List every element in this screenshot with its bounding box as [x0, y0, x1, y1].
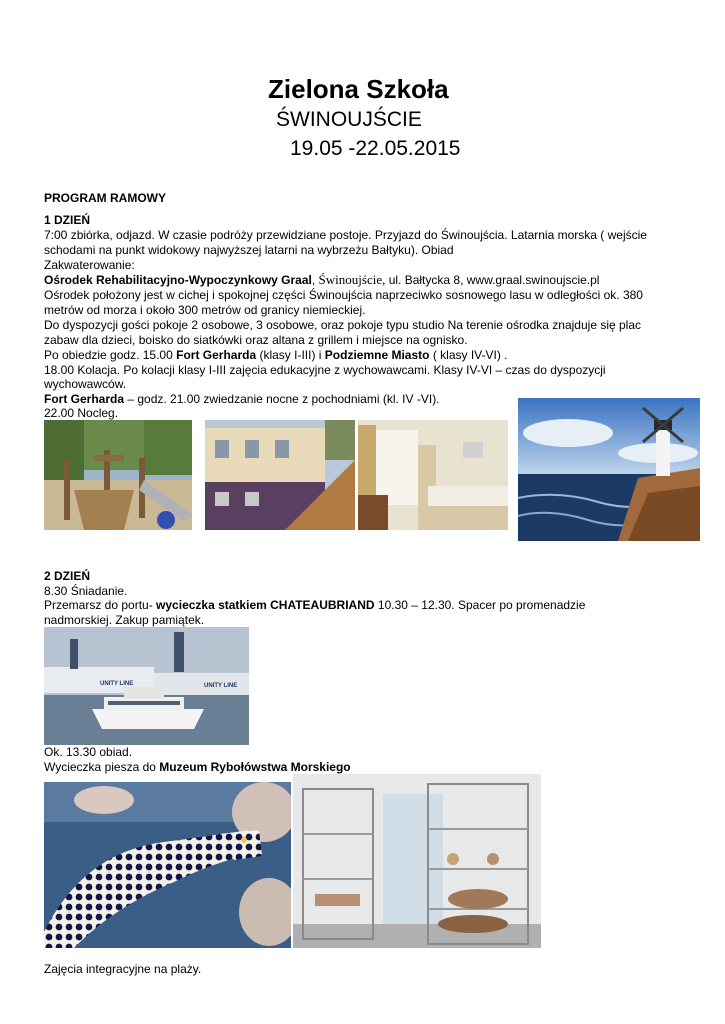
museum-name: Muzeum Rybołówstwa Morskiego	[159, 760, 351, 774]
eel-photo	[44, 782, 291, 948]
march-pre: Przemarsz do portu-	[44, 598, 157, 612]
center-comma: ,	[311, 273, 316, 287]
cruise-name: wycieczka statkiem CHATEAUBRIAND	[156, 598, 375, 612]
fort-night-line	[44, 392, 440, 407]
underground-city: Podziemne Miasto	[324, 348, 430, 362]
march-line2: nadmorskiej. Zakup pamiątek.	[44, 613, 205, 627]
ship-photo	[44, 627, 249, 745]
center-address: ul. Bałtycka 8, www.graal.swinoujscie.pl	[388, 273, 600, 287]
center-line	[44, 272, 599, 288]
building-photo	[205, 420, 355, 530]
march-line	[44, 598, 585, 613]
fort-name: Fort Gerharda	[176, 348, 257, 362]
day1-line3: Zakwaterowanie:	[44, 258, 135, 272]
museum-photo	[293, 774, 541, 948]
breakfast-line: 8.30 Śniadanie.	[44, 584, 128, 598]
ferry-label-left: UNITY LINE	[100, 681, 134, 687]
day1-line2: schodami na punkt widokowy najwyższej latarni na wybrzeżu Bałtyku). Obiad	[44, 243, 454, 257]
after-dinner-pre: Po obiedzie godz. 15.00	[44, 348, 177, 362]
section-heading: PROGRAM RAMOWY	[44, 191, 166, 205]
day2-heading: 2 DZIEŃ	[44, 569, 91, 583]
desc-line3: Do dyspozycji gości pokoje 2 osobowe, 3 osobowe, oraz pokoje typu studio Na terenie ośrodka znajduje się plac	[44, 318, 642, 332]
subtitle-city: ŚWINOUJŚCIE	[276, 108, 422, 131]
day1-line1: 7:00 zbiórka, odjazd. W czasie podróży przewidziane postoje. Przyjazd do Świnoujścia. Latarnia morska ( wejście	[44, 228, 647, 242]
fort-name-2: Fort Gerharda	[44, 392, 125, 406]
walk-pre: Wycieczka piesza do	[44, 760, 160, 774]
center-city: Świnoujście,	[318, 272, 386, 287]
day1-heading: 1 DZIEŃ	[44, 213, 91, 227]
page-title: Zielona Szkoła	[268, 74, 449, 104]
subtitle-dates: 19.05 -22.05.2015	[290, 137, 461, 160]
center-name: Ośrodek Rehabilitacyjno-Wypoczynkowy Graal	[44, 273, 312, 287]
fort-night-rest: – godz. 21.00 zwiedzanie nocne z pochodniami (kl. IV -VI).	[124, 392, 440, 406]
room-photo	[358, 420, 508, 530]
lighthouse-photo	[518, 398, 700, 541]
walk-line	[44, 760, 351, 775]
lunch-line: Ok. 13.30 obiad.	[44, 745, 133, 759]
ferry-label-right: UNITY LINE	[204, 683, 238, 689]
night-line: 22.00 Nocleg.	[44, 406, 119, 420]
supper-line2: wychowawców.	[44, 377, 127, 391]
supper-line1: 18.00 Kolacja. Po kolacji klasy I-III zajęcia edukacyjne z wychowawcami. Klasy IV-VI – czas do dyspozycji	[44, 363, 606, 377]
after-dinner-line	[44, 348, 508, 363]
march-post: 10.30 – 12.30. Spacer po promenadzie	[374, 598, 586, 612]
after-dinner-post: ( klasy IV-VI) .	[429, 348, 508, 362]
after-dinner-mid: (klasy I-III) i	[256, 348, 325, 362]
desc-line4: zabaw dla dzieci, boisko do siatkówki oraz altana z grillem i miejsce na ognisko.	[44, 333, 468, 347]
desc-line2: metrów od morza i około 300 metrów od granicy niemieckiej.	[44, 303, 366, 317]
beach-line: Zajęcia integracyjne na plaży.	[44, 962, 202, 976]
playground-photo	[44, 420, 192, 530]
desc-line1: Ośrodek położony jest w cichej i spokojnej części Świnoujścia naprzeciwko sosnowego lasu w odległości ok. 380	[44, 288, 643, 302]
